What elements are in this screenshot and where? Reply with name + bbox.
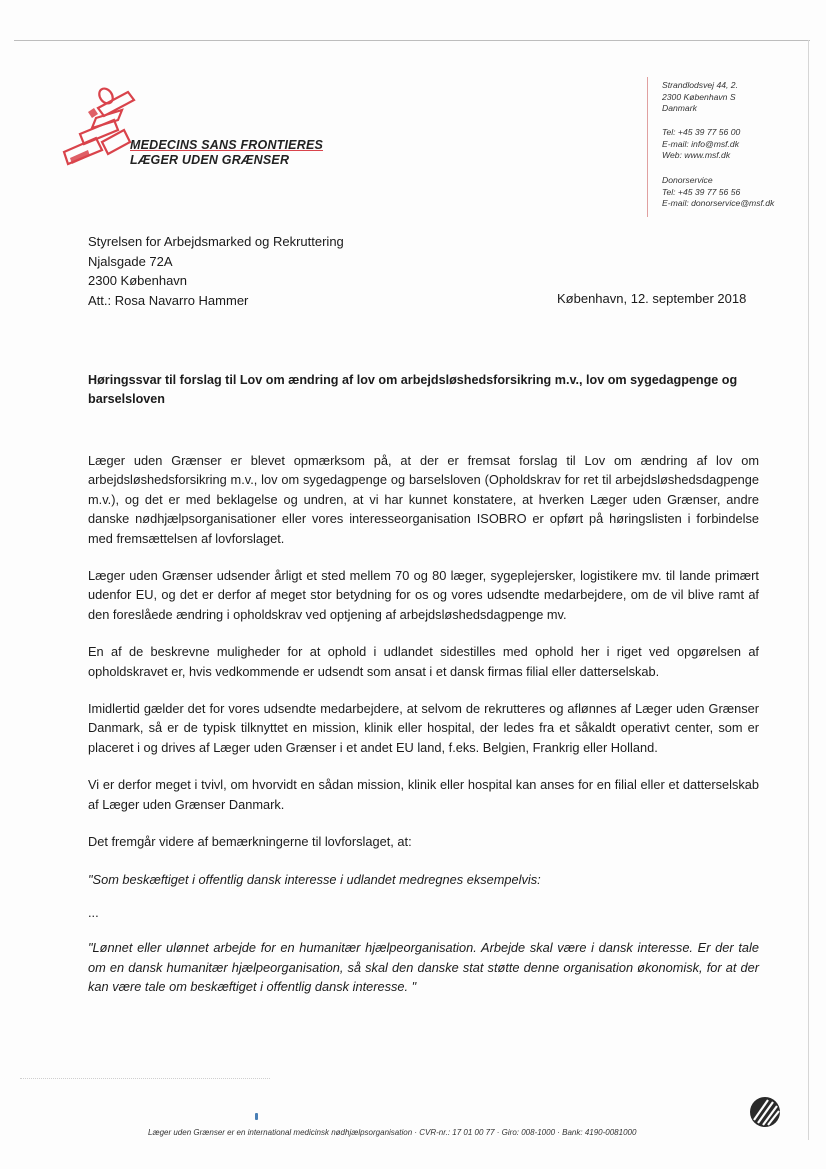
org-name-danish: LÆGER UDEN GRÆNSER: [130, 153, 290, 167]
donor-title: Donorservice: [662, 175, 713, 185]
paragraph: En af de beskrevne muligheder for at ophold i udlandet sidestilles med ophold her i riget ved opgørelsen af opholdskravet er, hvis vedkommende er udsendt som ansat i et dansk firmas filial eller datterselskab.: [88, 644, 759, 679]
recipient-line: Njalsgade 72A: [88, 253, 173, 269]
recipient-line: Att.: Rosa Navarro Hammer: [88, 292, 249, 308]
letter-subject: Høringssvar til forslag til Lov om ændring af lov om arbejdsløshedsforsikring m.v., lov om sygedagpenge og barselsloven: [88, 373, 738, 406]
top-rule: [14, 40, 810, 41]
donor-service: [662, 175, 802, 210]
address-line: 2300 København S: [662, 91, 736, 102]
paragraph: Læger uden Grænser er blevet opmærksom på, at der er fremsat forslag til Lov om ændring af lov om arbejdsløshedsforsikring m.v., lov om sygedagpenge og barselsloven (Opholdskrav for ret til arbejdsløshedsdagpenge m.v.), og det er med beklagelse og undren, at vi har kunnet konstatere, at hverken Læger uden Grænser, andre danske nødhjælpsorganisationer eller vores interesseorganisation ISOBRO er opført på høringslisten i forbindelse med fremsættelsen af lovforslaget.: [88, 453, 759, 546]
header-divider: [647, 77, 648, 217]
address-line: Strandlodsvej 44, 2.: [662, 80, 738, 90]
address-line: Danmark: [662, 103, 697, 113]
paragraph: Læger uden Grænser udsender årligt et sted mellem 70 og 80 læger, sygeplejersker, logistikere mv. til lande primært udenfor EU, og det er derfor af meget stor betydning for os og vores udsendte medarbejdere, om de vil blive ramt af den foreslåede ændring i opholdskrav ved optjening af arbejdsløshedsdagpenge mv.: [88, 568, 759, 622]
footer-rule: [20, 1078, 270, 1079]
recipient-address: [88, 232, 344, 310]
email-line: E-mail: info@msf.dk: [662, 138, 740, 149]
recipient-line: 2300 København: [88, 273, 188, 289]
quote-ellipsis: ...: [88, 904, 99, 920]
quote-text: "Lønnet eller ulønnet arbejde for en humanitær hjælpeorganisation. Arbejde skal være i dansk interesse. Er der tale om en dansk humanitær hjælpeorganisation, så skal den danske stat støtte denne organisation økonomisk, for at der kan være tale om beskæftiget i offentlig dansk interesse. ": [88, 940, 759, 995]
letter-date: København, 12. september 2018: [557, 291, 747, 306]
footer-text: Læger uden Grænser er en international medicinsk nødhjælpsorganisation · CVR-nr.: 17 01 00 77 · Giro: 008-1000 · Bank: 4190-0081000: [148, 1128, 637, 1137]
nordic-swan-ecolabel-icon: [742, 1094, 788, 1140]
donor-phone: Tel: +45 39 77 56 56: [662, 186, 741, 197]
quote-intro: "Som beskæftiget i offentlig dansk interesse i udlandet medregnes eksempelvis:: [88, 871, 541, 887]
org-name-french: MEDECINS SANS FRONTIERES: [130, 138, 324, 152]
recipient-line: Styrelsen for Arbejdsmarked og Rekruttering: [88, 234, 344, 249]
paragraph: Det fremgår videre af bemærkningerne til lovforslaget, at:: [88, 834, 412, 850]
web-line: Web: www.msf.dk: [662, 150, 731, 160]
org-contact: [662, 127, 802, 162]
org-address: [662, 80, 802, 115]
paragraph: Imidlertid gælder det for vores udsendte medarbejdere, at selvom de rekrutteres og aflønnes af Læger uden Grænser Danmark, så er de typisk tilknyttet en mission, klinik eller hospital, der ledes fra et såkaldt operativt center, som er placeret i og drives af Læger uden Grænser i et andet EU land, f.eks. Belgien, Frankrig eller Holland.: [88, 701, 759, 755]
donor-email: E-mail: donorservice@msf.dk: [662, 198, 775, 208]
letter-body: [88, 451, 759, 997]
blue-mark: [255, 1113, 258, 1120]
phone-line: Tel: +45 39 77 56 00: [662, 127, 741, 137]
right-margin-rule: [808, 40, 809, 1140]
paragraph: Vi er derfor meget i tvivl, om hvorvidt en sådan mission, klinik eller hospital kan anses for en filial eller et datterselskab af Læger uden Grænser Danmark.: [88, 777, 759, 812]
